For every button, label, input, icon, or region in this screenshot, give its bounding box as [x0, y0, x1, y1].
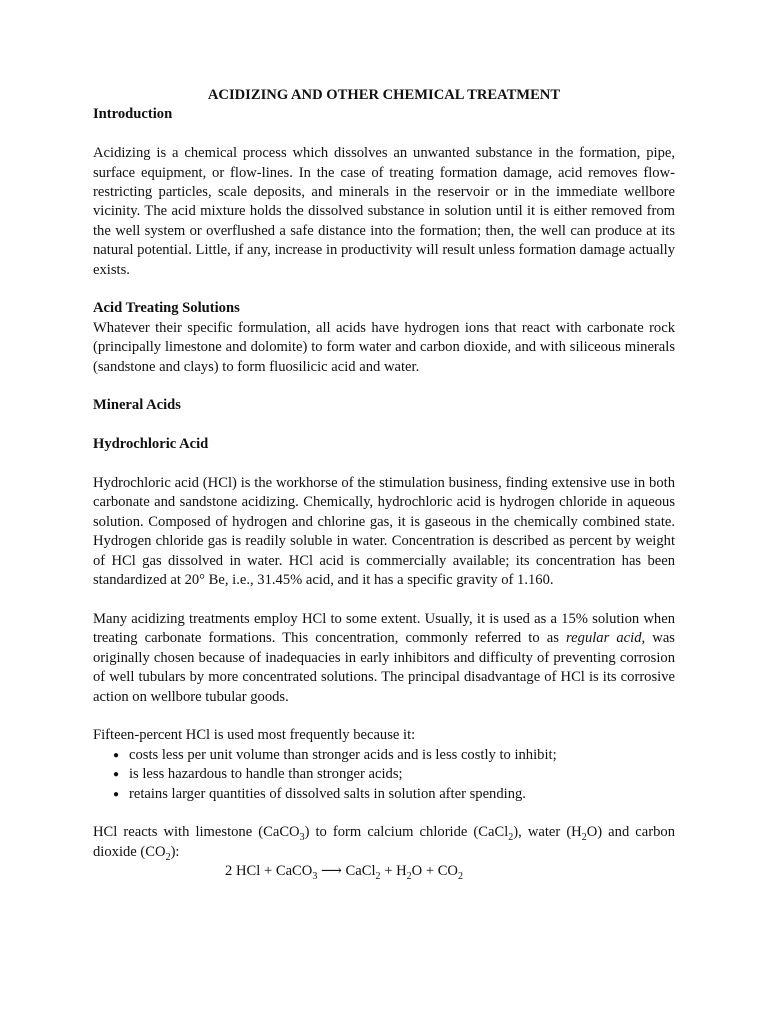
list-item: ● is less hazardous to handle than stronger acids; — [93, 765, 675, 784]
bullet-icon: ● — [113, 788, 120, 800]
mineral-acids-heading: Mineral Acids — [93, 397, 181, 414]
introduction-heading: Introduction — [93, 106, 173, 123]
acid-treating-paragraph: Whatever their specific formulation, all acids have hydrogen ions that react with carbonate rock (principally limestone and dolomite) to form water and carbon dioxide, and with siliceous minerals (sandstone and clays) to form fluosilicic acid and water. — [93, 319, 675, 375]
bullet-icon: ● — [113, 769, 120, 781]
hcl-reasons-list — [93, 746, 675, 804]
introduction-paragraph: Acidizing is a chemical process which dissolves an unwanted substance in the formation, pipe, surface equipment, or flow-lines. In the case of treating formation damage, acid removes flow-restricting particles, scale deposits, and minerals in the reservoir or in the immediate wellbore vicinity. The acid mixture holds the dissolved substance in solution until it is either removed from the well system or overflushed a safe distance into the formation; then, the well can produce at its natural potential. Little, if any, increase in productivity will result unless formation damage actually exists. — [93, 145, 675, 278]
regular-acid-term: regular acid, — [566, 630, 646, 647]
reaction-equation: 2 HCl + CaCO$_3$ ⟶ CaCl$_2$ + $H_2O + CO_2$ — [225, 863, 463, 883]
bullet-icon: ● — [113, 749, 120, 761]
hydrochloric-acid-heading: Hydrochloric Acid — [93, 436, 209, 453]
document-page — [93, 86, 675, 882]
bullet-list-intro: Fifteen-percent HCl is used most frequently because it: — [93, 727, 416, 744]
list-item: ● retains larger quantities of dissolved salts in solution after spending. — [93, 785, 675, 804]
hcl-paragraph-1: Hydrochloric acid (HCl) is the workhorse of the stimulation business, finding extensive use in both carbonate and sandstone acidizing. Chemically, hydrochloric acid is hydrogen chloride in aqueous solution. Composed of hydrogen and chlorine gas, it is gaseous in the chemically combined state. Hydrogen chloride gas is readily soluble in water. Concentration is described as percent by weight of HCl gas dissolved in water. HCl acid is commercially available; its concentration has been standardized at 20° Be, i.e., 31.45% acid, and it has a specific gravity of 1.160. — [93, 475, 675, 589]
acid-treating-heading: Acid Treating Solutions — [93, 300, 240, 317]
document-title: ACIDIZING AND OTHER CHEMICAL TREATMENT — [207, 87, 561, 103]
list-item: ● costs less per unit volume than stronger acids and is less costly to inhibit; — [93, 746, 675, 765]
reaction-description: HCl reacts with limestone (CaCO$_3$) to form calcium chloride (CaCl$_2$), water $(H_2O)$ and carbon dioxide $(CO_2)$: — [93, 824, 675, 863]
hcl-paragraph-2: Many acidizing treatments employ HCl to some extent. Usually, it is used as a 15% solution when treating carbonate formations. This concentration, commonly referred to as regular acid, was originally chosen because of inadequacies in early inhibitors and difficulty of preventing corrosion of well tubulars by more concentrated solutions. The principal disadvantage of HCl is its corrosive action on wellbore tubular goods. — [93, 610, 675, 705]
